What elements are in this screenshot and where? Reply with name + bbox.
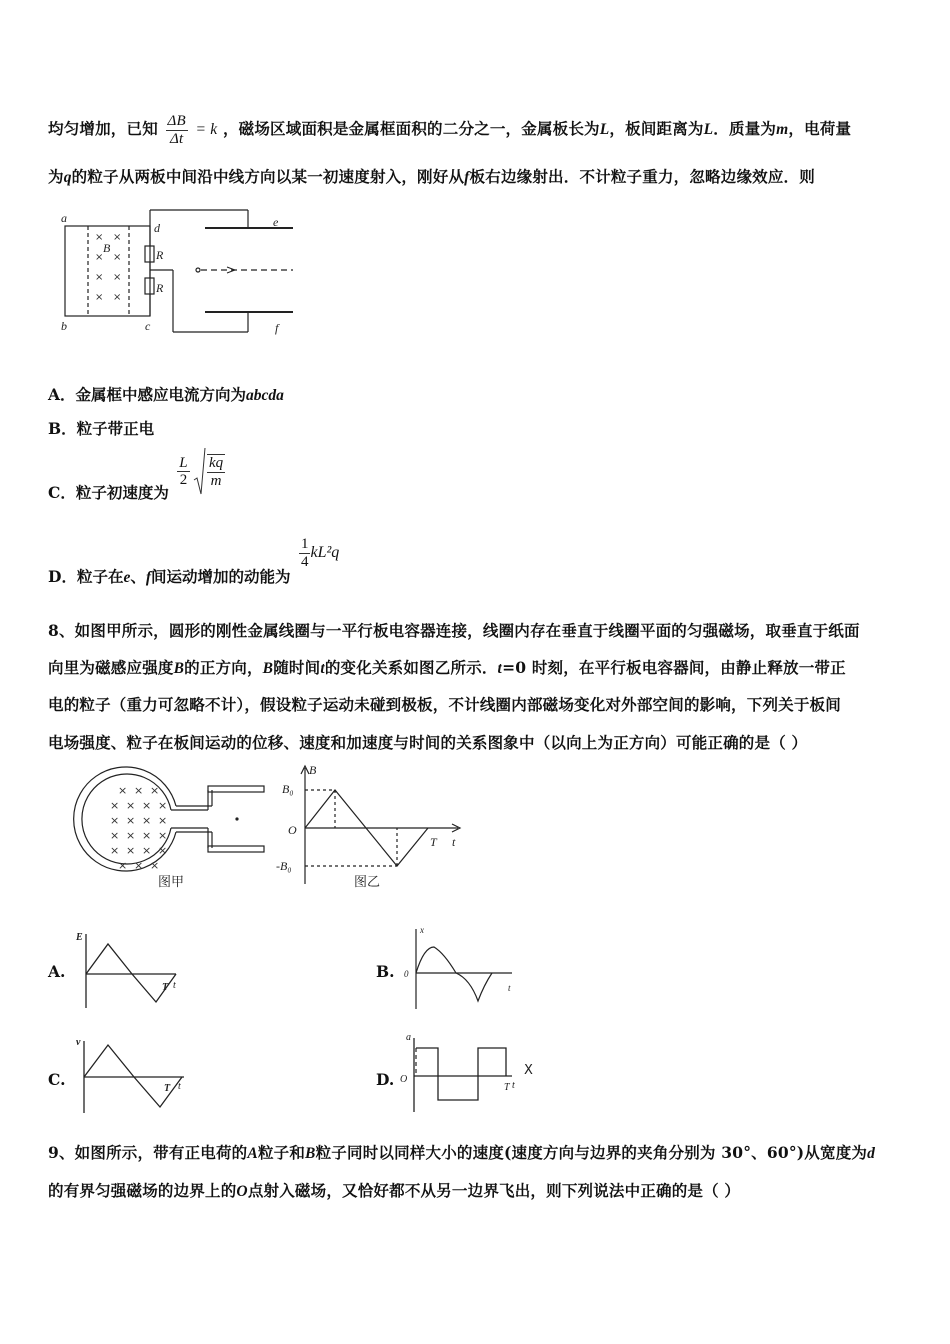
option-var: f <box>145 569 152 586</box>
cross-mark: × <box>134 859 144 872</box>
label-R2: R <box>156 281 164 295</box>
cross-mark: × <box>110 799 120 812</box>
optD-fraction <box>299 536 311 570</box>
var-t: t <box>497 660 503 677</box>
q9-line-1 <box>48 1141 875 1163</box>
cross-mark: × <box>142 844 152 857</box>
optC-radical <box>195 454 225 489</box>
option-text: 粒子带正电 <box>76 419 155 438</box>
origin-O: O <box>288 823 297 837</box>
xlabel-t: t <box>512 1080 515 1091</box>
particle <box>235 817 238 820</box>
tick-negB0: -B₀ <box>276 859 292 873</box>
label-b: b <box>61 319 67 333</box>
cross-mark: × <box>150 784 160 797</box>
ylabel-x: x <box>420 925 424 935</box>
cross-mark: × <box>158 814 168 827</box>
var-B: B <box>262 660 274 677</box>
tick-T: T <box>164 1083 171 1094</box>
tick-T: T <box>162 982 169 993</box>
q7-text: 的粒子从两板中间沿中线方向以某一初速度射入，刚好从 <box>71 167 465 186</box>
cross-mark: × <box>113 292 122 303</box>
q8-text: 向里为磁感应强度 <box>48 658 174 677</box>
q9-text: 的有界匀强磁场的边界上的 <box>48 1181 237 1200</box>
cross-mark: × <box>126 814 136 827</box>
ylabel-E: E <box>76 932 83 943</box>
label-e: e <box>273 215 279 229</box>
q7-text: 为 <box>48 167 64 186</box>
q7-text: ，电荷量 <box>788 119 852 138</box>
caption-yi: 图乙 <box>354 875 381 890</box>
q8-option-d-graph[interactable] <box>398 1030 543 1115</box>
cross-mark: × <box>158 844 168 857</box>
cross-mark: × <box>118 784 128 797</box>
q8-line-4: 电场强度、粒子在板间运动的位移、速度和加速度与时间的关系图象中（以向上为正方向）可能正确的是（ ） <box>48 733 808 752</box>
frac-denominator: m <box>210 472 222 489</box>
var-t: t <box>320 660 325 677</box>
option-letter: A． <box>48 385 76 404</box>
caption-jia: 图甲 <box>158 875 185 890</box>
q8-line-1: 8、如图甲所示，圆形的刚性金属线圈与一平行板电容器连接，线圈内存在垂直于线圈平面的匀强磁场，取垂直于纸面 <box>48 621 860 640</box>
origin-zero: 0 <box>404 969 409 979</box>
frac-denominator: 4 <box>300 553 309 570</box>
q8-figure-yi <box>276 762 470 892</box>
q8-option-c-letter[interactable]: C. <box>48 1070 66 1089</box>
cross-mark: × <box>110 844 120 857</box>
frac-numerator: kq <box>209 455 224 471</box>
q7-circuit-figure <box>55 208 305 338</box>
tick-T: T <box>430 835 437 849</box>
ylabel-a: a <box>406 1032 411 1043</box>
metal-frame <box>65 226 150 316</box>
cross-mark: × <box>150 859 160 872</box>
optD-expression: kL²q <box>310 544 340 561</box>
cross-mark: × <box>95 272 104 283</box>
option-letter: B． <box>48 419 77 438</box>
label-f: f <box>275 321 279 335</box>
cross-mark: × <box>118 859 128 872</box>
cross-mark: × <box>142 829 152 842</box>
cross-mark: × <box>126 829 136 842</box>
tick-T: T <box>504 1082 510 1093</box>
q7-text: 均匀增加，已知 <box>48 119 158 138</box>
particle-entry <box>196 268 200 272</box>
optC-radicand <box>207 455 225 489</box>
q9-text: 点射入磁场，又恰好都不从另一边界飞出，则下列说法中正确的是（ ） <box>247 1181 741 1200</box>
xlabel-t: t <box>173 980 176 991</box>
q8-option-a-graph[interactable] <box>76 930 191 1010</box>
var-O: O <box>236 1183 248 1200</box>
var-B: B <box>305 1145 316 1162</box>
q9-text: 9、如图所示，带有正电荷的 <box>48 1143 248 1162</box>
axis-label-B: B <box>309 763 317 777</box>
q8-option-a-letter[interactable]: A. <box>48 962 66 981</box>
option-text: 粒子初速度为 <box>75 482 169 502</box>
option-text: 、 <box>130 567 146 586</box>
axis-label-t: t <box>452 835 456 849</box>
option-var: abcda <box>246 387 284 404</box>
label-X: X <box>524 1063 533 1078</box>
q8-text: =0 时刻，在平行板电容器间，由静止释放一带正 <box>502 658 846 677</box>
cross-mark: × <box>110 829 120 842</box>
cross-mark: × <box>113 272 122 283</box>
cross-mark: × <box>95 252 104 263</box>
q8-line-3: 电的粒子（重力可忽略不计），假设粒子运动未碰到极板，不计线圈内部磁场变化对外部空间的影响，下列关于板间 <box>48 695 841 714</box>
q7-option-c[interactable] <box>48 454 225 502</box>
q7-option-d[interactable] <box>48 536 340 586</box>
xlabel-t: t <box>508 983 511 993</box>
label-B: B <box>103 241 111 255</box>
option-text: 间运动增加的动能为 <box>151 567 291 586</box>
frac-numerator: ΔB <box>167 113 186 129</box>
cross-mark: × <box>113 252 122 263</box>
q7-line-2 <box>48 165 815 187</box>
lower-plate <box>208 846 264 852</box>
q8-text: 随时间 <box>273 658 321 677</box>
q8-option-c-graph[interactable] <box>72 1035 192 1115</box>
q8-option-b-letter[interactable]: B. <box>376 962 395 981</box>
q8-option-b-graph[interactable] <box>400 925 520 1010</box>
var-q: q <box>63 169 72 186</box>
q9-line-2 <box>48 1179 740 1201</box>
label-a: a <box>61 211 67 225</box>
cross-mark: × <box>142 814 152 827</box>
q7-rate-fraction <box>166 113 188 147</box>
origin-O: O <box>400 1074 408 1085</box>
q9-text: 粒子同时以同样大小的速度(速度方向与边界的夹角分别为 30°、60°)从宽度为 <box>315 1143 868 1162</box>
q7-text: ．质量为 <box>713 119 777 138</box>
option-letter: C． <box>48 482 76 502</box>
var-A: A <box>247 1145 258 1162</box>
q8-line-2 <box>48 656 846 678</box>
cross-mark: × <box>142 799 152 812</box>
cross-mark: × <box>158 829 168 842</box>
var-m: m <box>776 121 789 138</box>
tick-B0: B₀ <box>282 782 294 796</box>
var-f: f <box>464 169 470 186</box>
option-text: 粒子在 <box>76 567 124 586</box>
label-R1: R <box>156 248 164 262</box>
ylabel-v: v <box>76 1037 81 1048</box>
q7-text: ，板间距离为 <box>609 119 704 138</box>
q7-text: ，磁场区域面积是金属框面积的二分之一，金属板长为 <box>222 119 600 138</box>
label-d: d <box>154 221 160 235</box>
var-L: L <box>599 121 610 138</box>
q8-text: 的变化关系如图乙所示． <box>324 658 498 677</box>
optC-fraction <box>177 455 189 489</box>
var-L: L <box>703 121 714 138</box>
option-letter: D． <box>48 567 77 586</box>
cross-mark: × <box>95 292 104 303</box>
cross-mark: × <box>95 232 104 243</box>
frac-denominator: Δt <box>170 130 184 147</box>
label-c: c <box>145 319 151 333</box>
option-var: e <box>123 569 131 586</box>
cross-mark: × <box>126 844 136 857</box>
cross-mark: × <box>113 232 122 243</box>
q7-option-a[interactable] <box>48 383 284 405</box>
frac-equals: = k <box>195 121 218 138</box>
frac-numerator: 1 <box>300 536 309 552</box>
frac-denominator: 2 <box>179 472 188 488</box>
option-text: 金属框中感应电流方向为 <box>75 385 247 404</box>
cross-mark: × <box>110 814 120 827</box>
frac-numerator: L <box>179 454 188 471</box>
q9-text: 粒子和 <box>257 1143 306 1162</box>
var-B: B <box>173 660 185 677</box>
q8-text: 的正方向， <box>184 658 263 677</box>
q7-option-b[interactable] <box>48 417 154 439</box>
xlabel-t: t <box>178 1081 181 1092</box>
upper-plate <box>208 786 264 792</box>
var-d: d <box>867 1145 876 1162</box>
q8-option-d-letter[interactable]: D. <box>376 1070 395 1089</box>
sqrt-sign <box>193 450 205 498</box>
cross-mark: × <box>158 799 168 812</box>
cross-mark: × <box>126 799 136 812</box>
cross-mark: × <box>134 784 144 797</box>
q8-figure-jia <box>80 768 280 893</box>
q7-text: 板右边缘射出．不计粒子重力，忽略边缘效应．则 <box>469 167 815 186</box>
q7-line-1 <box>48 113 851 147</box>
